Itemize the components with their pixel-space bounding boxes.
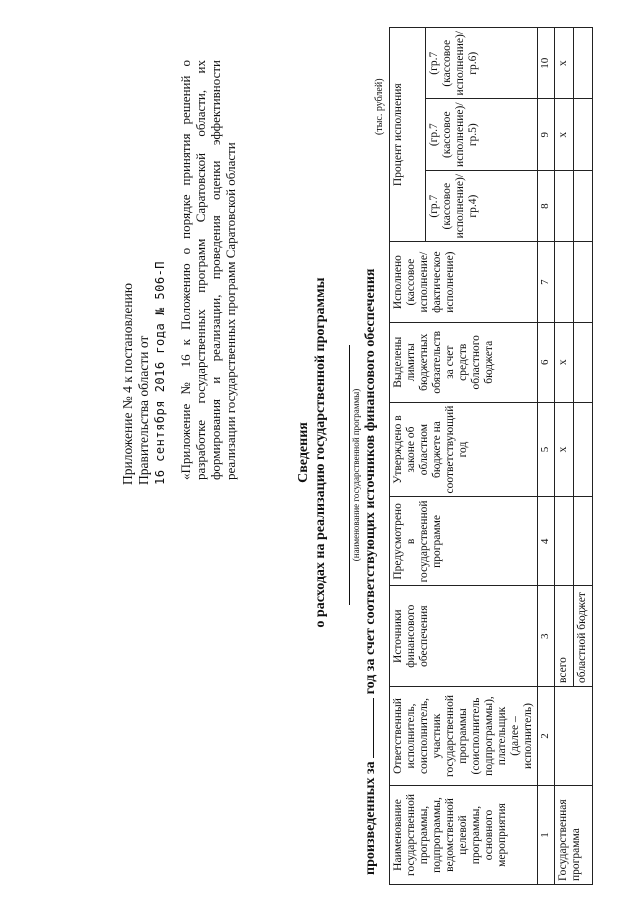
limits-cell: x (555, 322, 574, 402)
col-header-source: Источники финансового обеспечения (390, 586, 538, 687)
col-header-pct-6: (гр.7 (кассовое исполнение)/ гр.6) (425, 28, 537, 99)
col-header-pct-4: (гр.7 (кассовое исполнение)/ гр.4) (425, 170, 537, 241)
col-header-pct-5: (гр.7 (кассовое исполнение)/ гр.5) (425, 99, 537, 170)
table-row (555, 28, 574, 885)
col-header-percent: Процент исполнения (390, 28, 426, 242)
executed-cell (555, 242, 574, 322)
reporting-period-line (361, 25, 379, 875)
resolution-header (120, 65, 168, 485)
executed-cell (574, 242, 593, 322)
period-prefix: произведенных за (363, 761, 378, 875)
col-header-approved: Утверждено в законе об областном бюджете на соответствующий год (390, 402, 538, 497)
approved-cell (574, 402, 593, 497)
col-number: 9 (538, 99, 555, 170)
header-line-1: Приложение № 4 к постановлению (120, 283, 135, 485)
limits-cell (574, 322, 593, 402)
col-number: 7 (538, 242, 555, 322)
appendix-reference (178, 60, 238, 480)
period-suffix: год за счет соответствующих источников финансового обеспечения (363, 268, 378, 695)
appendix-text: «Приложение № 16 к Положению о порядке принятия решений о разработке государственных программ Саратовской области, их формирования и реализации, проведения оценки эффективности реализации государственных программ Саратовской области (178, 60, 238, 480)
header-row (390, 28, 426, 885)
col-number: 3 (538, 586, 555, 687)
pct5-cell (574, 99, 593, 170)
pct4-cell (574, 170, 593, 241)
col-header-name: Наименование государственной программы, подпрограммы, ведомственной целевой программы, основного мероприятия (390, 786, 538, 885)
pct6-cell: x (555, 28, 574, 99)
col-number: 1 (538, 786, 555, 885)
program-name-caption: (наименование государственной программы) (351, 388, 361, 562)
col-number: 2 (538, 687, 555, 786)
col-number: 8 (538, 170, 555, 241)
pct5-cell: x (555, 99, 574, 170)
pct6-cell (574, 28, 593, 99)
units-label: (тыс. рублей) (374, 78, 385, 135)
col-header-planned: Предусмотрено в государственной программе (390, 497, 538, 586)
expenditure-table (389, 27, 593, 885)
program-name-cell: Государственная программа (555, 786, 593, 885)
header-date-line: 16 сентября 2016 года № 506-П (153, 260, 167, 485)
column-number-row (538, 28, 555, 885)
source-cell: областной бюджет (574, 586, 593, 687)
source-cell: всего (555, 586, 574, 687)
executor-cell (555, 687, 593, 786)
col-header-executed: Исполнено (кассовое исполнение/ фактическое исполнение) (390, 242, 538, 322)
col-number: 6 (538, 322, 555, 402)
approved-cell: x (555, 402, 574, 497)
col-number: 4 (538, 497, 555, 586)
program-name-blank (335, 345, 350, 605)
header-line-2: Правительства области от (136, 335, 151, 485)
document-title: Сведения (296, 422, 311, 483)
pct4-cell (555, 170, 574, 241)
planned-cell (574, 497, 593, 586)
col-header-executor: Ответственный исполнитель, соисполнитель, участник государственной программы (соисполнитель подпрограммы), плательщик (далее – исполнитель) (390, 687, 538, 786)
col-number: 5 (538, 402, 555, 497)
col-number: 10 (538, 28, 555, 99)
document-subtitle: о расходах на реализацию государственной программы (313, 277, 328, 628)
col-header-limits: Выделены лимиты бюджетных обязательств за счет средств областного бюджета (390, 322, 538, 402)
planned-cell (555, 497, 574, 586)
year-blank (361, 698, 374, 758)
